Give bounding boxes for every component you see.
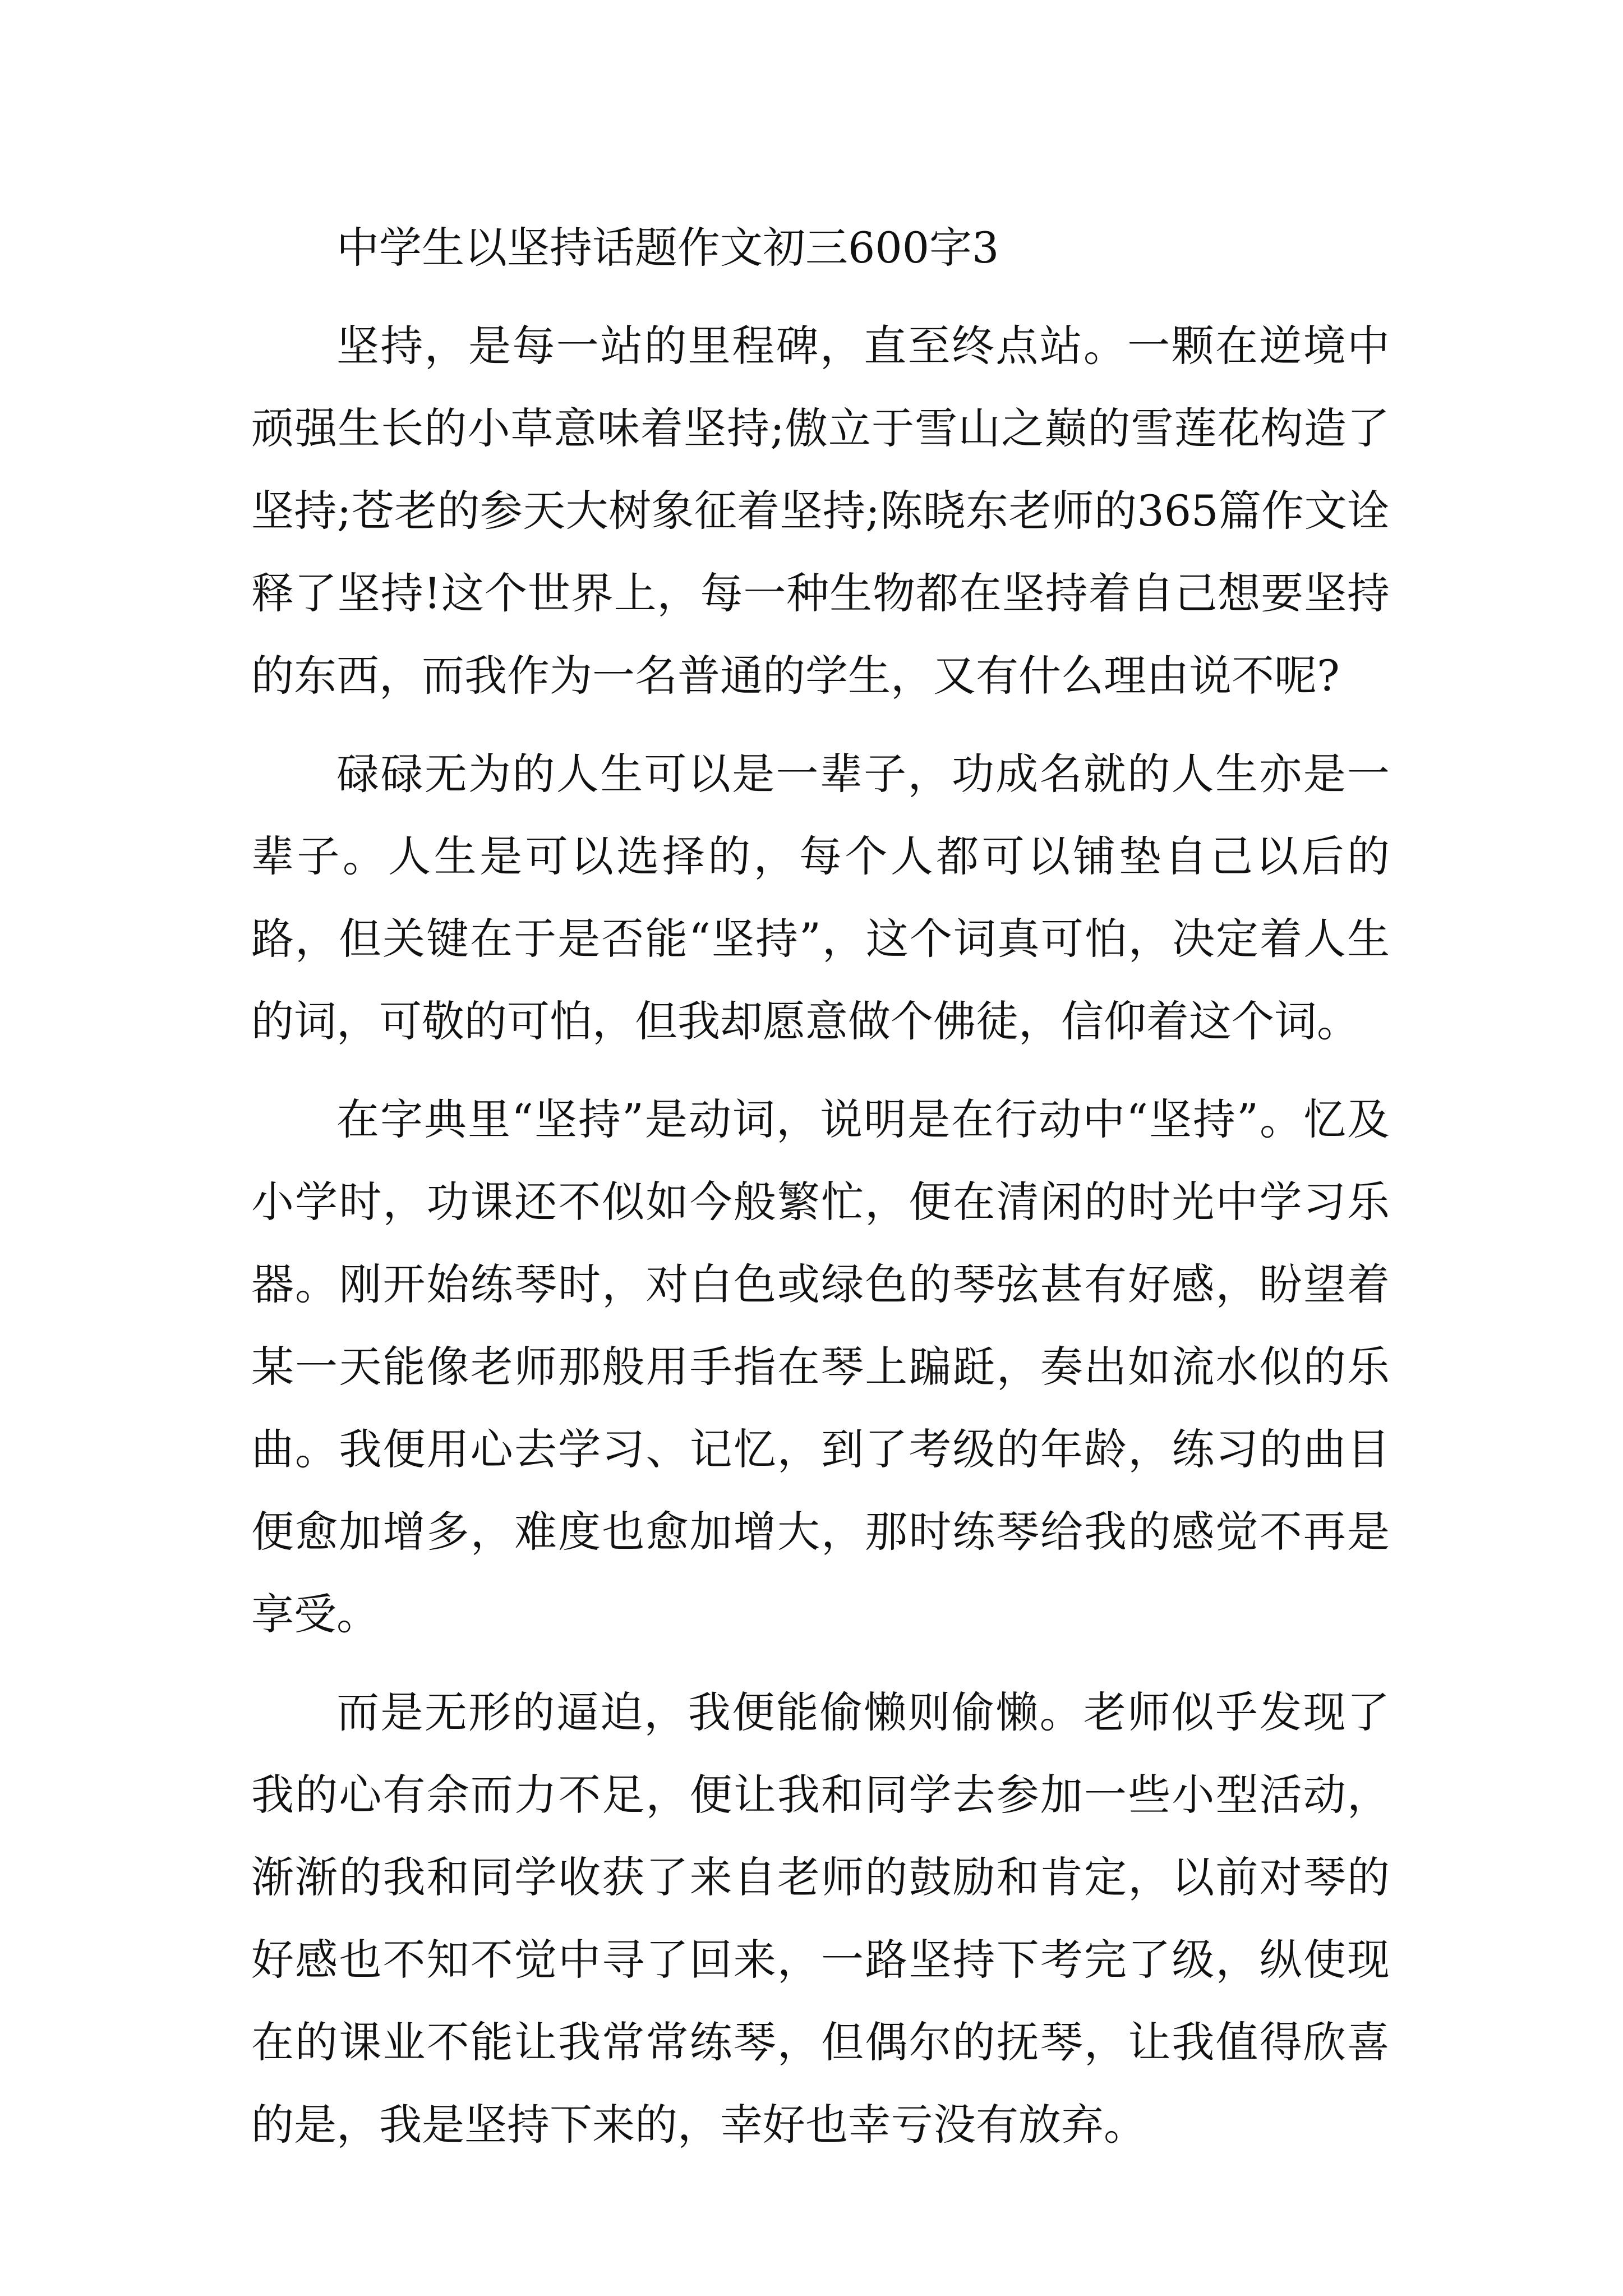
paragraph-1: 坚持，是每一站的里程碑，直至终点站。一颗在逆境中顽强生长的小草意味着坚持;傲立于雪山之巅的雪莲花构造了坚持;苍老的参天大树象征着坚持;陈晓东老师的365篇作文诠释了坚持!这个世界上，每一种生物都在坚持着自己想要坚持的东西，而我作为一名普通的学生，又有什么理由说不呢? (251, 321, 1390, 701)
document-title: 中学生以坚持话题作文初三600字3 (336, 223, 999, 273)
document-body (251, 206, 1390, 2166)
paragraph-3: 在字典里“坚持”是动词，说明是在行动中“坚持”。忆及小学时，功课还不似如今般繁忙，便在清闲的时光中学习乐器。刚开始练琴时，对白色或绿色的琴弦甚有好感，盼望着某一天能像老师那般用手指在琴上蹁跹，奏出如流水似的乐曲。我便用心去学习、记忆，到了考级的年龄，练习的曲目便愈加增多，难度也愈加增大，那时练琴给我的感觉不再是享受。 (251, 1094, 1390, 1639)
paragraph-4: 而是无形的逼迫，我便能偷懒则偷懒。老师似乎发现了我的心有余而力不足，便让我和同学去参加一些小型活动，渐渐的我和同学收获了来自老师的鼓励和肯定，以前对琴的好感也不知不觉中寻了回来，一路坚持下考完了级，纵使现在的课业不能让我常常练琴，但偶尔的抚琴，让我值得欣喜的是，我是坚持下来的，幸好也幸亏没有放弃。 (251, 1687, 1390, 2150)
paragraph-2: 碌碌无为的人生可以是一辈子，功成名就的人生亦是一辈子。人生是可以选择的，每个人都可以铺垫自己以后的路，但关键在于是否能“坚持”，这个词真可怕，决定着人生的词，可敬的可怕，但我却愿意做个佛徒，信仰着这个词。 (251, 749, 1390, 1046)
